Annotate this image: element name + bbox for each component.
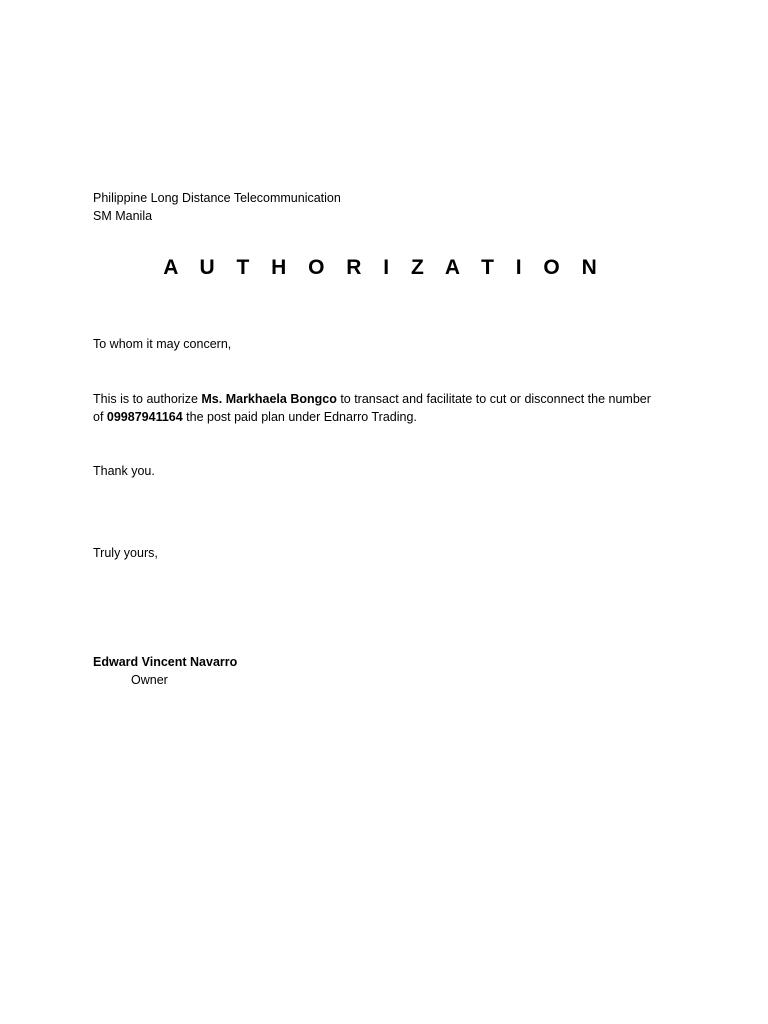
body-line1-prefix: This is to authorize	[93, 392, 202, 406]
body-line-2	[93, 408, 693, 426]
signatory-position: Owner	[131, 673, 168, 687]
phone-number: 09987941164	[106, 410, 183, 424]
recipient-branch: SM Manila	[93, 209, 153, 223]
thanks: Thank you.	[93, 464, 155, 478]
signatory-name: Edward Vincent Navarro	[93, 655, 238, 669]
body-line1-suffix: to transact and facilitate to cut or disconnect the number	[336, 392, 651, 406]
body-line2-suffix: the post paid plan under Ednarro Trading.	[182, 410, 417, 424]
body-paragraph	[93, 390, 693, 426]
salutation: To whom it may concern,	[93, 337, 232, 351]
document-title: A U T H O R I Z A T I O N	[163, 256, 605, 279]
authorized-person: Ms. Markhaela Bongco	[201, 392, 337, 406]
body-line2-prefix: of	[93, 410, 107, 424]
closing: Truly yours,	[93, 546, 158, 560]
recipient-company: Philippine Long Distance Telecommunication	[93, 191, 341, 205]
body-line-1	[93, 390, 693, 408]
